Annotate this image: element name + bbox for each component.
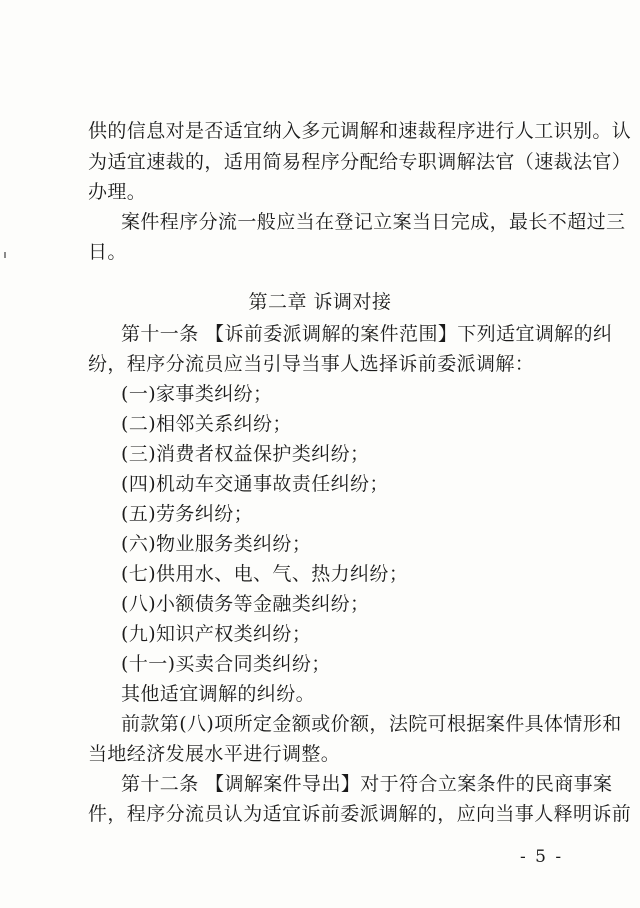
list-item: (七)供用水、电、气、热力纠纷；: [121, 563, 409, 585]
chapter-heading: 第二章 诉调对接: [248, 291, 392, 313]
list-item: (四)机动车交通事故责任纠纷；: [121, 473, 389, 495]
article-line: 第十一条 【诉前委派调解的案件范围】下列适宜调解的纠: [121, 323, 613, 345]
list-item: (十一)买卖合同类纠纷；: [121, 653, 331, 675]
body-line: 案件程序分流一般应当在登记立案当日完成，最长不超过三: [121, 211, 626, 233]
body-line: 办理。: [88, 181, 147, 203]
list-item: 其他适宜调解的纠纷。: [121, 683, 316, 705]
scan-margin-mark: [4, 252, 6, 258]
body-line: 为适宜速裁的，适用简易程序分配给专职调解法官（速裁法官）: [88, 151, 632, 173]
body-line: 前款第(八)项所定金额或价额，法院可根据案件具体情形和: [121, 713, 622, 735]
article-line: 第十二条 【调解案件导出】对于符合立案条件的民商事案: [121, 773, 613, 795]
body-line: 供的信息对是否适宜纳入多元调解和速裁程序进行人工识别。认: [88, 120, 632, 142]
body-line: 纷，程序分流员应当引导当事人选择诉前委派调解：: [88, 353, 535, 375]
list-item: (九)知识产权类纠纷；: [121, 623, 312, 645]
page-number: - 5 -: [520, 847, 564, 867]
body-line: 当地经济发展水平进行调整。: [88, 743, 341, 765]
list-item: (六)物业服务类纠纷；: [121, 533, 312, 555]
list-item: (一)家事类纠纷；: [121, 383, 273, 405]
list-item: (三)消费者权益保护类纠纷；: [121, 443, 370, 465]
list-item: (八)小额债务等金融类纠纷；: [121, 593, 370, 615]
list-item: (二)相邻关系纠纷；: [121, 413, 292, 435]
body-line: 件，程序分流员认为适宜诉前委派调解的，应向当事人释明诉前: [88, 803, 632, 825]
body-line: 日。: [88, 241, 127, 263]
list-item: (五)劳务纠纷；: [121, 503, 254, 525]
